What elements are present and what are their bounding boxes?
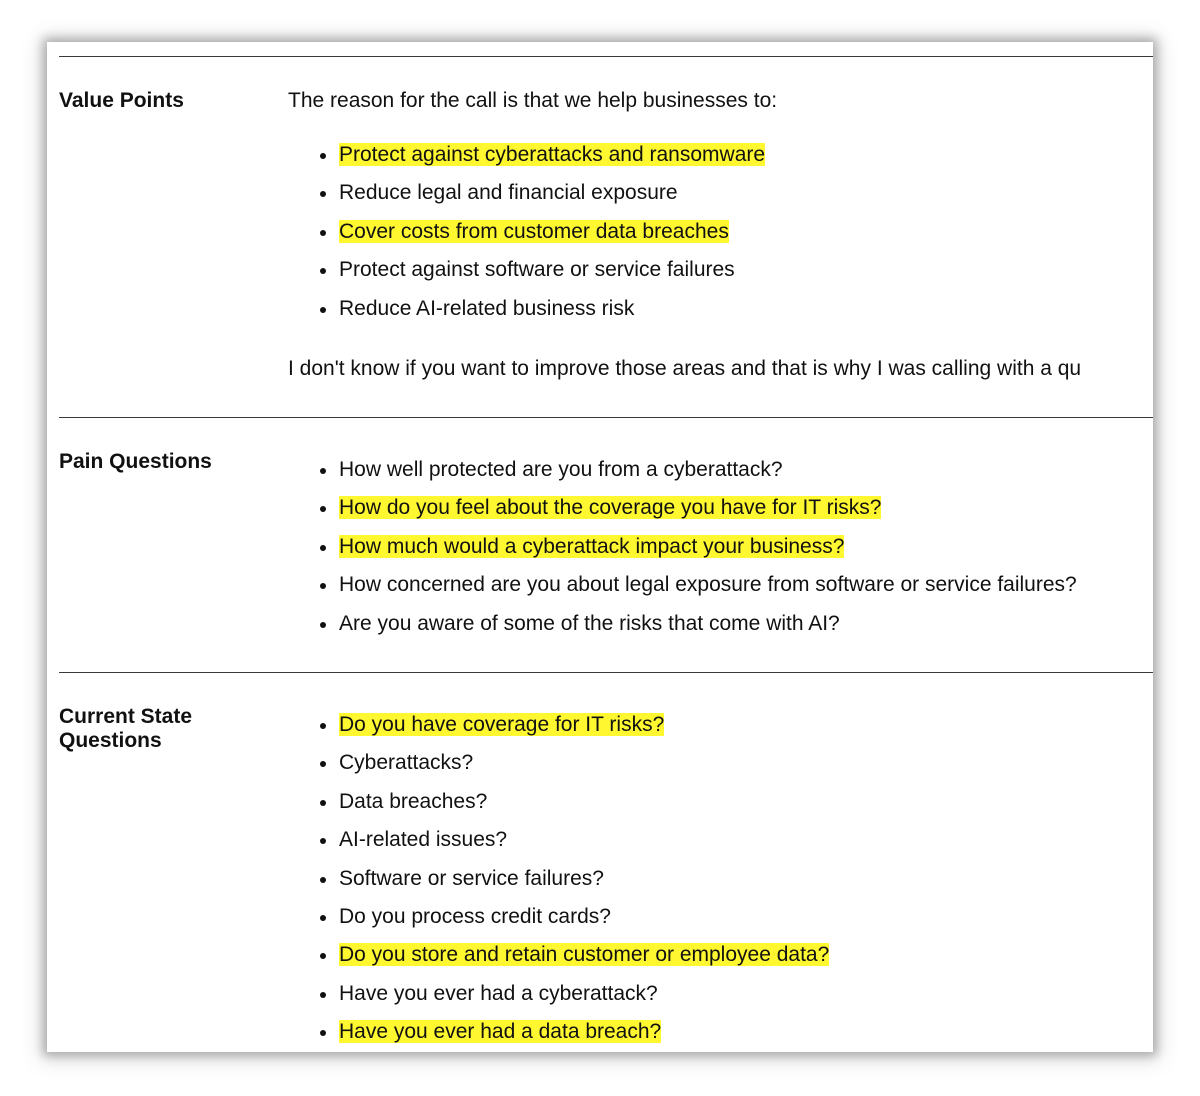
list-item-text: How much would a cyberattack impact your business?: [339, 534, 845, 558]
list-item-text: Do you have coverage for IT risks?: [339, 713, 665, 736]
list-item: [320, 751, 829, 789]
list-item: [320, 713, 829, 751]
list-item: [320, 828, 829, 866]
pain-questions-section: [59, 417, 1153, 673]
list-item-text: Are you aware of some of the risks that come with AI?: [339, 611, 840, 635]
list-item: [320, 297, 765, 335]
current-state-questions-list: [320, 713, 829, 1052]
list-item: [320, 496, 1077, 534]
value-points-list: [320, 143, 765, 335]
pain-questions-label: Pain Questions: [59, 450, 212, 473]
list-item: [320, 143, 765, 181]
current-state-questions-section: [59, 672, 1153, 1052]
value-points-section: [59, 56, 1153, 418]
list-item: [320, 790, 829, 828]
list-item: [320, 867, 829, 905]
value-points-label: Value Points: [59, 89, 184, 112]
value-points-intro: The reason for the call is that we help businesses to:: [288, 89, 778, 112]
list-item: [320, 258, 765, 296]
list-item: [320, 612, 1077, 650]
list-item: [320, 1020, 829, 1052]
list-item-text: How well protected are you from a cyberattack?: [339, 458, 783, 481]
pain-questions-list: [320, 458, 1077, 650]
list-item-text: How concerned are you about legal exposure from software or service failures?: [339, 573, 1077, 597]
list-item-text: Have you ever had a cyberattack?: [339, 981, 658, 1005]
list-item-text: Data breaches?: [339, 789, 488, 813]
list-item-text: Software or service failures?: [339, 866, 604, 890]
list-item-text: Cover costs from customer data breaches: [339, 219, 729, 243]
document-frame: [47, 42, 1153, 1052]
list-item-text: Do you store and retain customer or employee data?: [339, 943, 830, 967]
list-item-text: How do you feel about the coverage you have for IT risks?: [339, 496, 882, 520]
value-points-outro: I don't know if you want to improve those areas and that is why I was calling with a qu: [288, 357, 1082, 380]
list-item: [320, 220, 765, 258]
list-item-text: Have you ever had a data breach?: [339, 1020, 662, 1044]
list-item: [320, 573, 1077, 611]
list-item: [320, 982, 829, 1020]
list-item-text: Protect against cyberattacks and ransomware: [339, 143, 766, 166]
list-item-text: Protect against software or service failures: [339, 258, 735, 282]
current-state-label-line2: Questions: [59, 729, 162, 752]
list-item-text: Do you process credit cards?: [339, 904, 611, 928]
list-item: [320, 905, 829, 943]
list-item-text: Reduce legal and financial exposure: [339, 181, 678, 205]
list-item-text: Cyberattacks?: [339, 751, 474, 775]
list-item-text: Reduce AI-related business risk: [339, 296, 635, 320]
current-state-questions-label: [59, 705, 259, 753]
list-item: [320, 535, 1077, 573]
list-item-text: AI-related issues?: [339, 828, 508, 852]
current-state-label-line1: Current State: [59, 705, 193, 728]
list-item: [320, 943, 829, 981]
list-item: [320, 458, 1077, 496]
list-item: [320, 181, 765, 219]
